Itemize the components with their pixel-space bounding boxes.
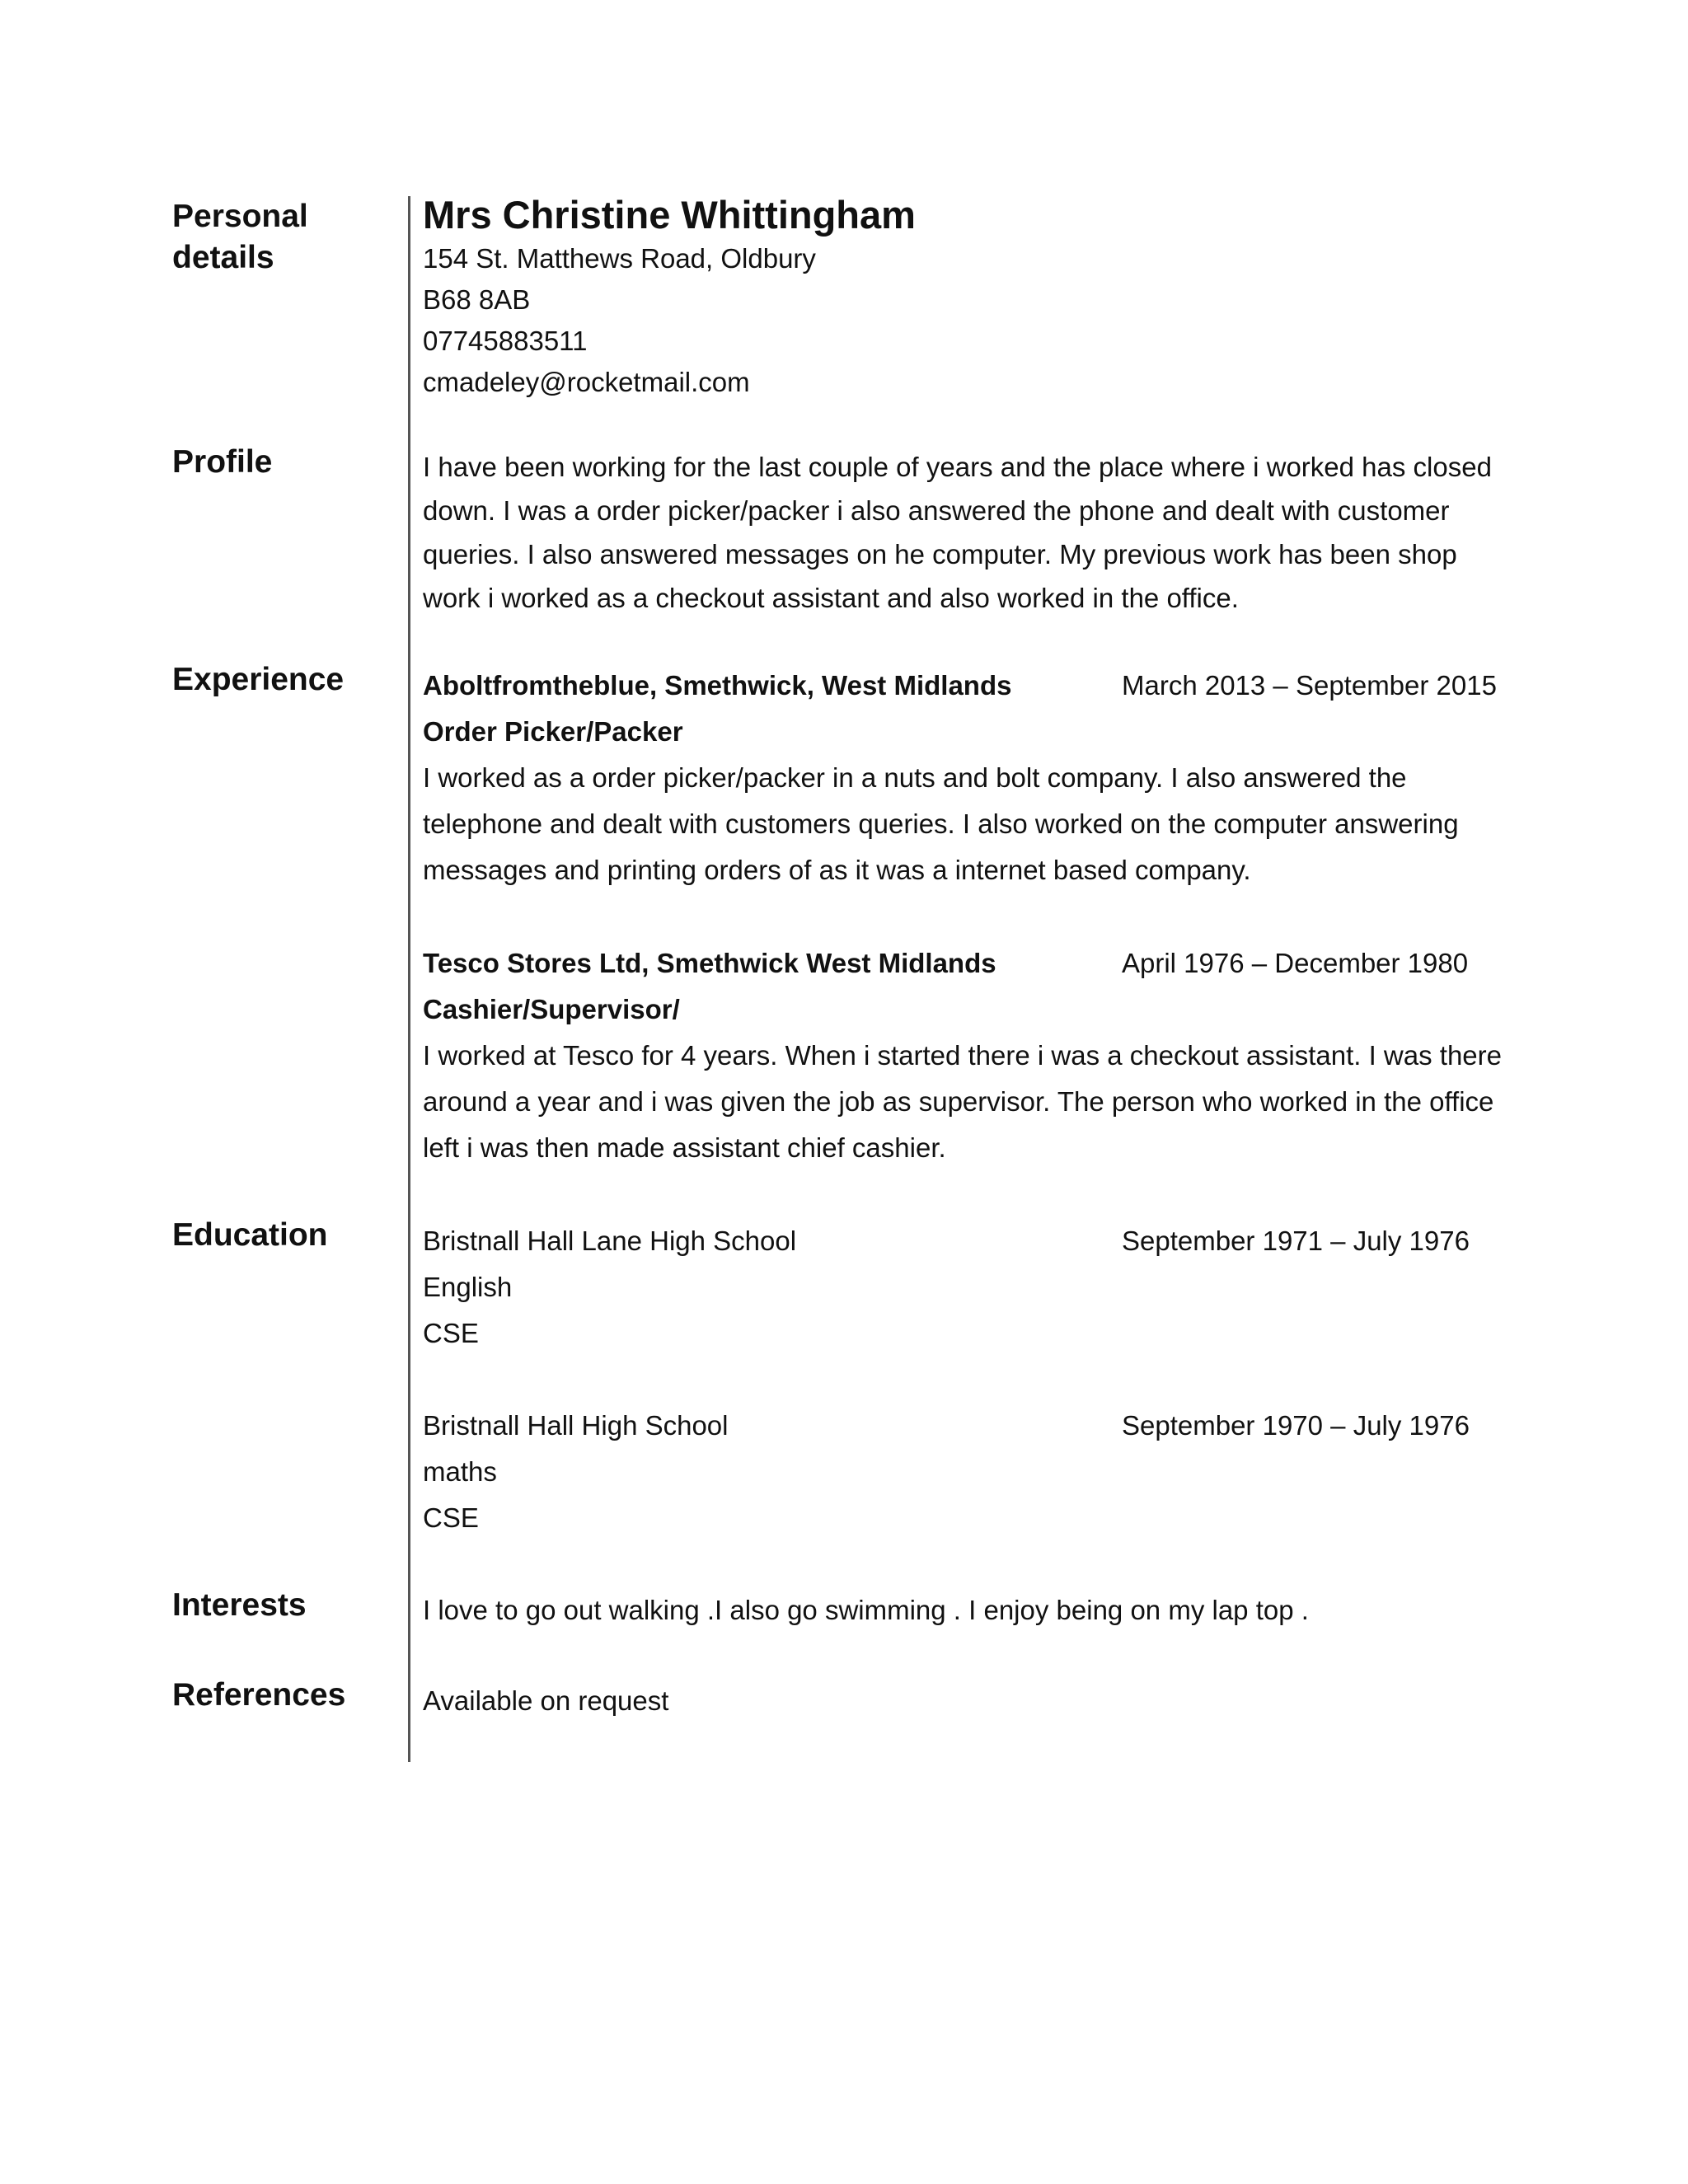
job-title: Cashier/Supervisor/ [423,994,680,1024]
references-section [423,1678,1519,1724]
interests-text: I love to go out walking .I also go swimming . I enjoy being on my lap top . [423,1595,1309,1625]
column-divider [408,196,410,1762]
experience-heading: Experience [172,662,345,697]
qualification: CSE [423,1502,479,1533]
phone-number: 07745883511 [423,326,588,356]
job-title: Order Picker/Packer [423,716,683,747]
subject: English [423,1272,513,1302]
candidate-name: Mrs Christine Whittingham [423,193,916,237]
education-entry [423,1403,1519,1541]
subject: maths [423,1456,497,1487]
job-description: I worked as a order picker/packer in a nuts and bolt company. I also answered the telephone and dealt with customers queries. I also worked on the computer answering messages and printing orders of as it was a internet based company. [423,762,1459,885]
employment-dates: March 2013 – September 2015 [1122,670,1497,701]
employer-name: Aboltfromtheblue, Smethwick, West Midlands [423,670,1012,701]
education-heading: Education [172,1217,328,1253]
experience-header [423,940,1519,987]
education-entry [423,1218,1519,1357]
education-header [423,1218,1519,1264]
interests-section [423,1587,1519,1633]
education-dates: September 1970 – July 1976 [1122,1410,1470,1441]
references-heading: References [172,1677,346,1713]
profile-heading: Profile [172,444,273,480]
postcode: B68 8AB [423,284,531,315]
profile-text: I have been working for the last couple of years and the place where i worked has closed down. I was a order picker/packer i also answered the phone and dealt with customer queries. I also answered messages on he computer. My previous work has been shop work i worked as a checkout assistant and also worked in the office. [423,452,1492,613]
references-text: Available on request [423,1685,669,1716]
school-name: Bristnall Hall High School [423,1410,729,1441]
profile-section [423,445,1519,620]
interests-heading: Interests [172,1587,307,1623]
qualification: CSE [423,1318,479,1348]
employer-name: Tesco Stores Ltd, Smethwick West Midlands [423,948,996,978]
education-dates: September 1971 – July 1976 [1122,1226,1470,1256]
personal-details [423,192,1519,403]
email-address: cmadeley@rocketmail.com [423,367,750,397]
experience-header [423,663,1519,709]
school-name: Bristnall Hall Lane High School [423,1226,797,1256]
employment-dates: April 1976 – December 1980 [1122,948,1469,978]
education-header [423,1403,1519,1449]
job-description: I worked at Tesco for 4 years. When i started there i was a checkout assistant. I was there around a year and i was given the job as supervisor. The person who worked in the office left i was then made assistant chief cashier. [423,1040,1502,1163]
experience-entry [423,663,1519,893]
experience-entry [423,940,1519,1171]
address-line: 154 St. Matthews Road, Oldbury [423,243,816,274]
personal-details-heading: Personal details [172,199,308,275]
